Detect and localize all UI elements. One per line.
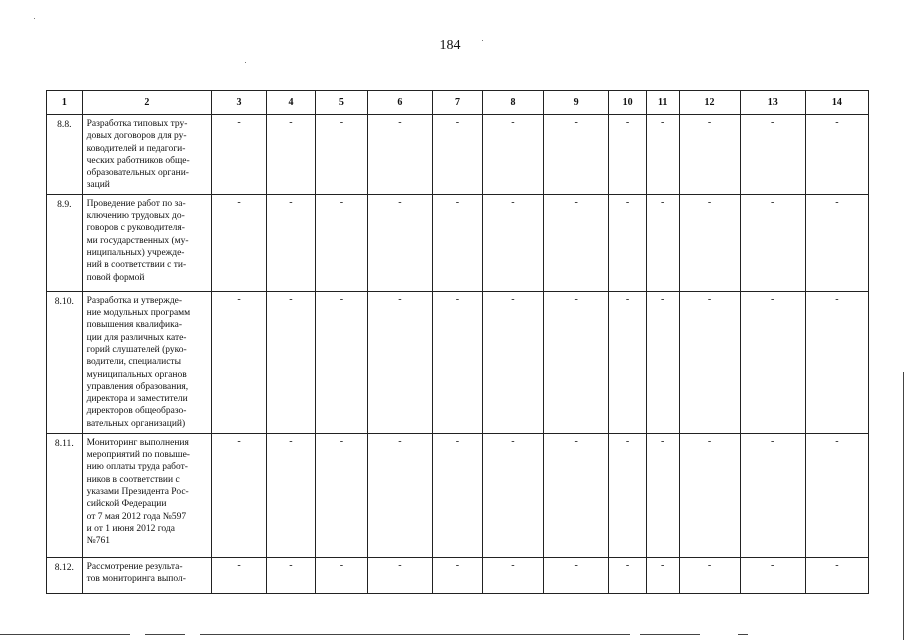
description-line: ний в соответствии с ти- xyxy=(86,260,187,271)
description-line: ми государственных (му- xyxy=(86,235,189,246)
column-header: 12 xyxy=(679,91,740,115)
value-cell: - xyxy=(367,115,432,195)
value-cell: - xyxy=(544,115,609,195)
column-header: 9 xyxy=(544,91,609,115)
scan-artifact-line xyxy=(200,634,630,635)
description-line: и от 1 июня 2012 года xyxy=(86,523,175,534)
value-cell: - xyxy=(544,194,609,291)
value-cell: - xyxy=(740,433,805,557)
value-cell: - xyxy=(740,194,805,291)
value-cell: - xyxy=(212,115,267,195)
value-cell: - xyxy=(367,433,432,557)
description-line: ключению трудовых до- xyxy=(86,211,185,222)
page-number: 184 xyxy=(439,38,461,53)
description-line: говоров с руководителя- xyxy=(86,223,185,234)
description-line: директора и заместители xyxy=(86,394,188,405)
value-cell: - xyxy=(433,115,483,195)
value-cell: - xyxy=(315,433,367,557)
column-header: 14 xyxy=(805,91,868,115)
value-cell: - xyxy=(367,557,432,593)
column-header: 8 xyxy=(482,91,543,115)
value-cell: - xyxy=(805,291,868,433)
column-header: 3 xyxy=(212,91,267,115)
value-cell: - xyxy=(646,433,679,557)
description-line: ников в соответствии с xyxy=(86,474,180,485)
value-cell: - xyxy=(315,115,367,195)
description-line: водители, специалисты xyxy=(86,357,181,368)
column-header: 6 xyxy=(367,91,432,115)
description-line: мероприятий по повыше- xyxy=(86,450,190,461)
column-header: 2 xyxy=(82,91,211,115)
description-line: ниципальных) учрежде- xyxy=(86,247,185,258)
table-row xyxy=(47,115,869,195)
measure-description xyxy=(82,115,211,195)
description-line: указами Президента Рос- xyxy=(86,486,189,497)
value-cell: - xyxy=(740,291,805,433)
measure-description xyxy=(82,433,211,557)
description-line: образовательных органи- xyxy=(86,168,189,179)
value-cell: - xyxy=(609,194,647,291)
value-cell: - xyxy=(609,115,647,195)
column-header: 13 xyxy=(740,91,805,115)
value-cell: - xyxy=(544,291,609,433)
measure-description xyxy=(82,291,211,433)
description-line: повышения квалифика- xyxy=(86,320,182,331)
value-cell: - xyxy=(482,194,543,291)
row-number: 8.9. xyxy=(47,194,83,291)
description-line: директоров общеобразо- xyxy=(86,406,187,417)
value-cell: - xyxy=(679,194,740,291)
value-cell: - xyxy=(367,194,432,291)
value-cell: - xyxy=(212,557,267,593)
value-cell: - xyxy=(315,194,367,291)
value-cell: - xyxy=(544,557,609,593)
description-line: Мониторинг выполнения xyxy=(86,437,189,448)
value-cell: - xyxy=(646,291,679,433)
value-cell: - xyxy=(646,115,679,195)
description-line: заций xyxy=(86,180,110,191)
value-cell: - xyxy=(267,115,316,195)
measure-description xyxy=(82,194,211,291)
value-cell: - xyxy=(367,291,432,433)
value-cell: - xyxy=(267,291,316,433)
value-cell: - xyxy=(740,115,805,195)
description-line: №761 xyxy=(86,536,110,547)
value-cell: - xyxy=(646,194,679,291)
table-row xyxy=(47,194,869,291)
measure-description xyxy=(82,557,211,593)
description-line: ние модульных программ xyxy=(86,308,191,319)
column-header: 7 xyxy=(433,91,483,115)
value-cell: - xyxy=(433,433,483,557)
value-cell: - xyxy=(433,194,483,291)
value-cell: - xyxy=(805,115,868,195)
value-cell: - xyxy=(805,433,868,557)
value-cell: - xyxy=(267,194,316,291)
value-cell: - xyxy=(805,557,868,593)
value-cell: - xyxy=(609,433,647,557)
value-cell: - xyxy=(609,291,647,433)
description-line: нию оплаты труда работ- xyxy=(86,462,188,473)
table-row xyxy=(47,557,869,593)
header-row xyxy=(47,91,869,115)
description-line: повой формой xyxy=(86,272,145,283)
scan-artifact-line xyxy=(145,634,185,635)
scan-artifact-dot xyxy=(482,40,483,41)
value-cell: - xyxy=(679,433,740,557)
scan-artifact-line xyxy=(0,634,130,635)
row-number: 8.12. xyxy=(47,557,83,593)
value-cell: - xyxy=(482,433,543,557)
row-number: 8.10. xyxy=(47,291,83,433)
description-line: управления образования, xyxy=(86,381,189,392)
description-line: сийской Федерации xyxy=(86,499,167,510)
scan-artifact-line xyxy=(738,634,748,635)
row-number: 8.8. xyxy=(47,115,83,195)
value-cell: - xyxy=(433,557,483,593)
table-row xyxy=(47,433,869,557)
scan-artifact-dot xyxy=(34,18,35,19)
table-row xyxy=(47,291,869,433)
column-header: 11 xyxy=(646,91,679,115)
value-cell: - xyxy=(433,291,483,433)
column-header: 4 xyxy=(267,91,316,115)
value-cell: - xyxy=(482,557,543,593)
scan-artifact-dot xyxy=(245,62,246,63)
description-line: вательных организаций) xyxy=(86,418,186,429)
description-line: Разработка и утвержде- xyxy=(86,295,183,306)
row-number: 8.11. xyxy=(47,433,83,557)
description-line: Рассмотрение результа- xyxy=(86,561,183,572)
description-line: муниципальных органов xyxy=(86,369,187,380)
column-header: 5 xyxy=(315,91,367,115)
plan-table xyxy=(46,90,869,594)
scan-artifact-line xyxy=(903,372,904,640)
value-cell: - xyxy=(267,557,316,593)
column-header: 10 xyxy=(609,91,647,115)
description-line: Разработка типовых тру- xyxy=(86,119,188,129)
description-line: довых договоров для ру- xyxy=(86,131,187,142)
value-cell: - xyxy=(315,291,367,433)
value-cell: - xyxy=(482,291,543,433)
value-cell: - xyxy=(544,433,609,557)
value-cell: - xyxy=(609,557,647,593)
value-cell: - xyxy=(482,115,543,195)
value-cell: - xyxy=(805,194,868,291)
description-line: Проведение работ по за- xyxy=(86,198,186,209)
value-cell: - xyxy=(679,291,740,433)
value-cell: - xyxy=(679,557,740,593)
value-cell: - xyxy=(267,433,316,557)
description-line: горий слушателей (руко- xyxy=(86,344,187,355)
description-line: ководителей и педагоги- xyxy=(86,143,186,154)
description-line: от 7 мая 2012 года №597 xyxy=(86,511,187,522)
scan-artifact-line xyxy=(640,634,700,635)
value-cell: - xyxy=(679,115,740,195)
description-line: ции для различных кате- xyxy=(86,332,187,343)
description-line: тов мониторинга выпол- xyxy=(86,574,186,585)
description-line: ческих работников обще- xyxy=(86,155,190,166)
value-cell: - xyxy=(212,433,267,557)
value-cell: - xyxy=(212,291,267,433)
value-cell: - xyxy=(646,557,679,593)
value-cell: - xyxy=(315,557,367,593)
value-cell: - xyxy=(212,194,267,291)
value-cell: - xyxy=(740,557,805,593)
column-header: 1 xyxy=(47,91,83,115)
